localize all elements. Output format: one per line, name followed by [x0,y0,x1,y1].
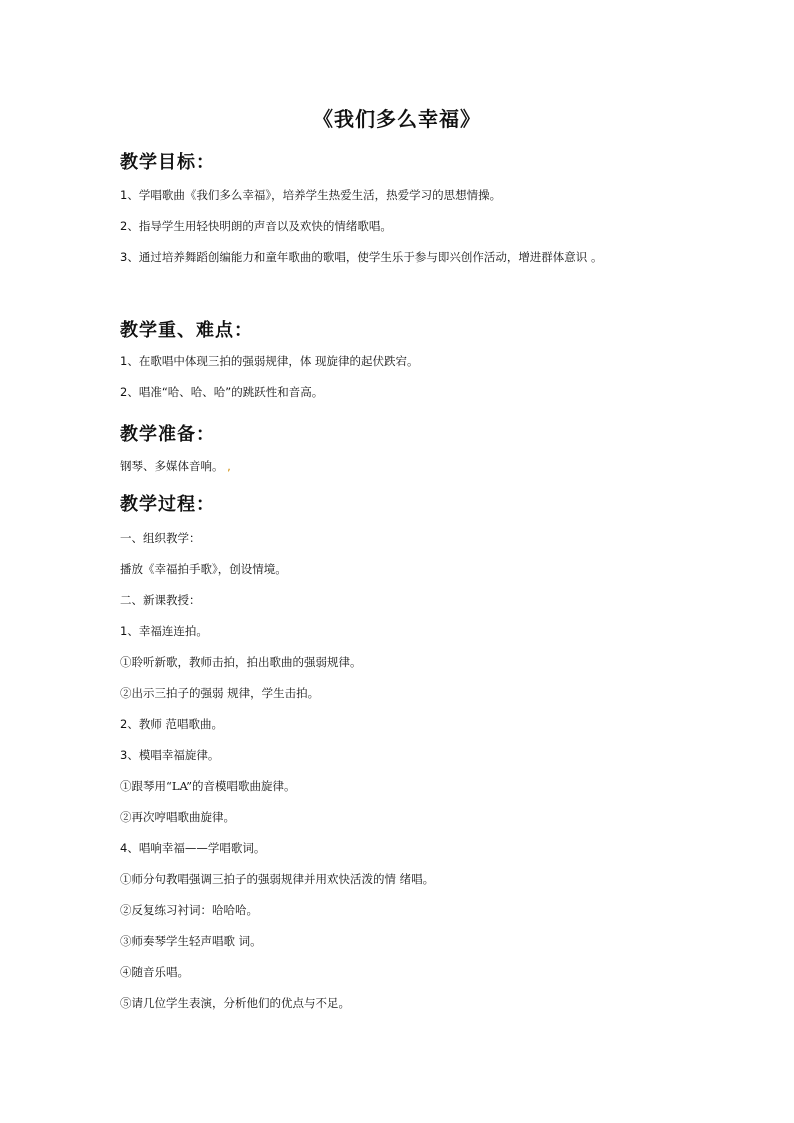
process-item: ②再次哼唱歌曲旋律。 [120,810,235,824]
process-item: 二、新课教授： [120,593,201,607]
preparation-item [120,458,231,474]
key-point-item: 1、在歌唱中体现三拍的强弱规律，体 现旋律的起伏跌宕。 [120,354,419,368]
section-heading-preparation: 教学准备： [120,424,215,445]
process-item: 1、幸福连连拍。 [120,624,208,638]
key-point-item: 2、唱准“哈、哈、哈”的跳跃性和音高。 [120,385,324,399]
document-title: 《我们多么幸福》 [313,107,481,131]
section-heading-goals: 教学目标： [120,152,215,173]
process-item: ①聆听新歌，教师击拍，拍出歌曲的强弱规律。 [120,655,362,669]
process-item: ⑤请几位学生表演，分析他们的优点与不足。 [120,996,350,1010]
goal-item: 1、学唱歌曲《我们多么幸福》，培养学生热爱生活，热爱学习的思想情操。 [120,188,502,202]
process-item: 2、教师 范唱歌曲。 [120,717,223,731]
preparation-text: 钢琴、多媒体音响。 [120,459,224,473]
process-item: ④随音乐唱。 [120,965,189,979]
preparation-mark: , [227,459,231,473]
process-item: 播放《幸福拍手歌》，创设情境。 [120,562,287,576]
section-heading-process: 教学过程： [120,494,215,515]
process-item: ③师奏琴学生轻声唱歌 词。 [120,934,262,948]
process-item: ①师分句教唱强调三拍子的强弱规律并用欢快活泼的情 绪唱。 [120,872,435,886]
goal-item: 2、指导学生用轻快明朗的声音以及欢快的情绪歌唱。 [120,219,392,233]
process-item: 3、模唱幸福旋律。 [120,748,220,762]
goal-item: 3、通过培养舞蹈创编能力和童年歌曲的歌唱，使学生乐于参与即兴创作活动，增进群体意识 。 [120,250,603,264]
section-heading-key-points: 教学重、难点： [120,320,253,341]
process-item: 一、组织教学： [120,531,201,545]
process-item: ①跟琴用“LA”的音模唱歌曲旋律。 [120,779,296,793]
process-item: ②出示三拍子的强弱 规律，学生击拍。 [120,686,320,700]
process-item: ②反复练习衬词：哈哈哈。 [120,903,258,917]
process-item: 4、唱响幸福——学唱歌词。 [120,841,266,855]
